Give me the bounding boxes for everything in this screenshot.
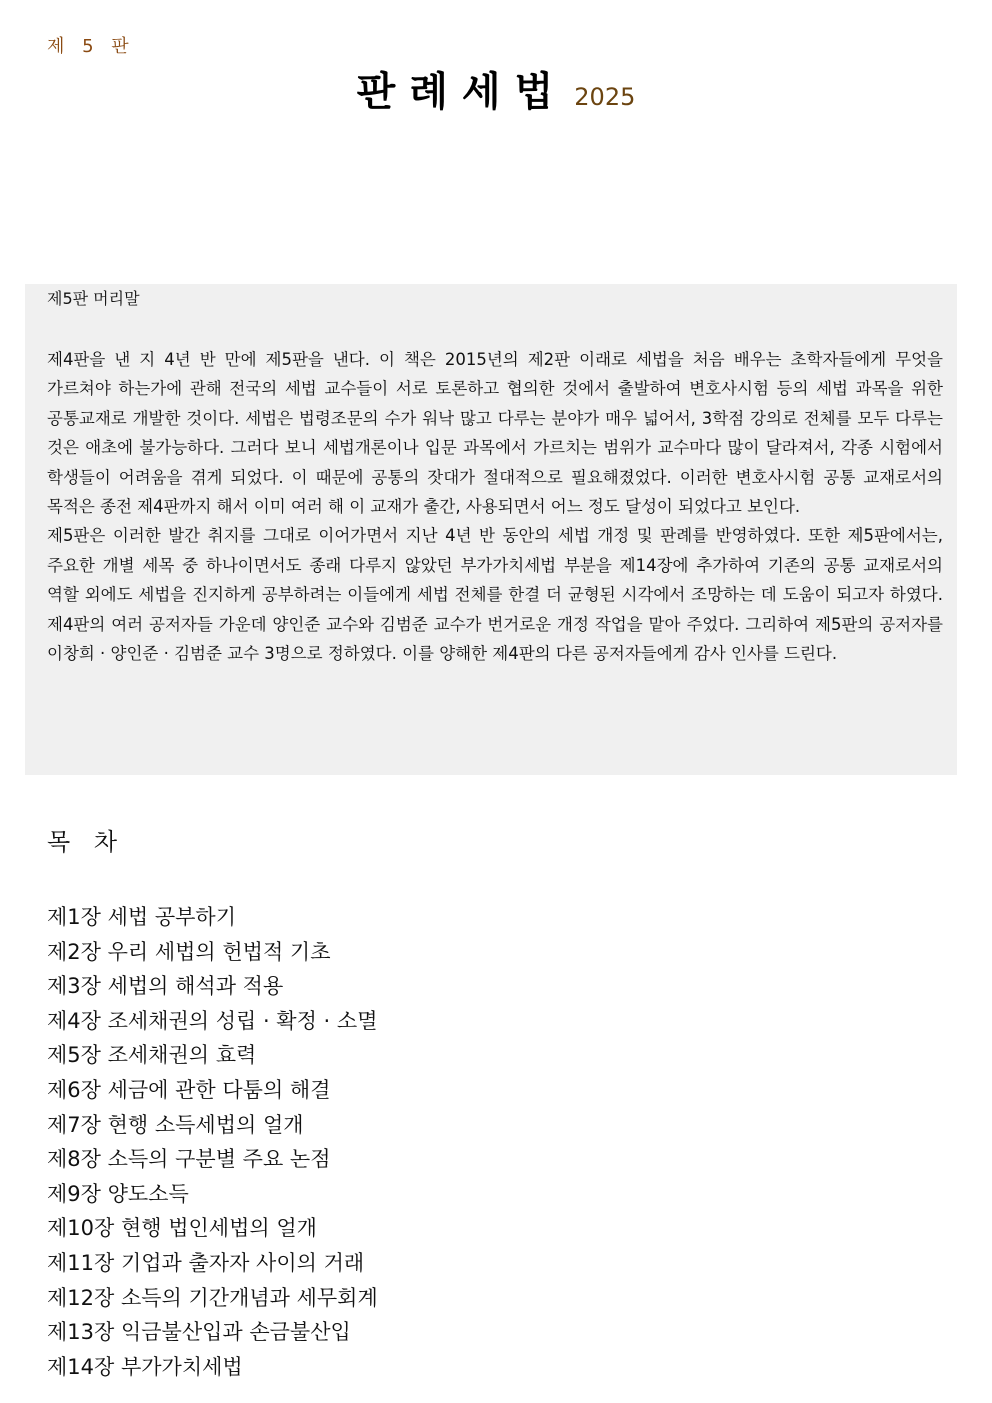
toc-item: 제7장 현행 소득세법의 얼개 (47, 1112, 304, 1137)
edition-label: 제 5 판 (47, 36, 135, 57)
toc-item: 제12장 소득의 기간개념과 세무회계 (47, 1285, 378, 1310)
preface-heading: 제5판 머리말 (47, 289, 140, 308)
preface-paragraph: 제4판을 낸 지 4년 반 만에 제5판을 낸다. 이 책은 2015년의 제2판 이래로 세법을 처음 배우는 초학자들에게 무엇을 가르쳐야 하는가에 관해 전국의 세법 교수들이 서로 토론하고 협의한 것에서 출발하여 변호사시험 등의 세법 과목을 위한 공통교재로 개발한 것이다. 세법은 법령조문의 수가 워낙 많고 다루는 분야가 매우 넓어서, 3학점 강의로 전체를 모두 다루는 것은 애초에 불가능하다. 그러다 보니 세법개론이나 입문 과목에서 가르치는 범위가 교수마다 많이 달라져서, 각종 시험에서 학생들이 어려움을 겪게 되었다. 이 때문에 공통의 잣대가 절대적으로 필요해졌었다. 이러한 변호사시험 공통 교재로서의 목적은 종전 제4판까지 해서 이미 여러 해 이 교재가 출간, 사용되면서 어느 정도 달성이 되었다고 보인다. (47, 350, 943, 517)
toc-item: 제2장 우리 세법의 헌법적 기초 (47, 939, 331, 964)
toc-item: 제3장 세법의 해석과 적용 (47, 974, 284, 999)
preface-paragraph: 제5판은 이러한 발간 취지를 그대로 이어가면서 지난 4년 반 동안의 세법 개정 및 판례를 반영하였다. 또한 제5판에서는, 주요한 개별 세목 중 하나이면서도 종래 다루지 않았던 부가가치세법 부분을 제14장에 추가하여 기존의 공통 교재로서의 역할 외에도 세법을 진지하게 공부하려는 이들에게 세법 전체를 한결 더 균형된 시각에서 조망하는 데 도움이 되고자 하였다. 제4판의 여러 공저자들 가운데 양인준 교수와 김범준 교수가 번거로운 개정 작업을 맡아 주었다. 그리하여 제5판의 공저자를 이창희 · 양인준 · 김범준 교수 3명으로 정하였다. 이를 양해한 제4판의 다른 공저자들에게 감사 인사를 드린다. (47, 526, 943, 664)
toc-heading: 목 차 (47, 828, 125, 856)
toc-item: 제4장 조세채권의 성립 · 확정 · 소멸 (47, 1008, 378, 1033)
toc-item: 제8장 소득의 구분별 주요 논점 (47, 1147, 331, 1172)
toc-list (47, 900, 378, 1384)
toc-item: 제14장 부가가치세법 (47, 1354, 243, 1379)
toc-item: 제1장 세법 공부하기 (47, 905, 236, 929)
title-row (0, 60, 992, 117)
toc-item: 제5장 조세채권의 효력 (47, 1043, 257, 1068)
toc-item: 제11장 기업과 출자자 사이의 거래 (47, 1250, 365, 1275)
toc-item: 제6장 세금에 관한 다툼의 해결 (47, 1077, 331, 1102)
preface-box (25, 284, 957, 775)
toc-item: 제10장 현행 법인세법의 얼개 (47, 1216, 317, 1241)
book-title: 판례세법 (356, 69, 568, 115)
toc-item: 제9장 양도소득 (47, 1181, 189, 1206)
preface-body (47, 345, 943, 668)
toc-item: 제13장 익금불산입과 손금불산입 (47, 1320, 351, 1345)
book-year: 2025 (574, 83, 636, 111)
